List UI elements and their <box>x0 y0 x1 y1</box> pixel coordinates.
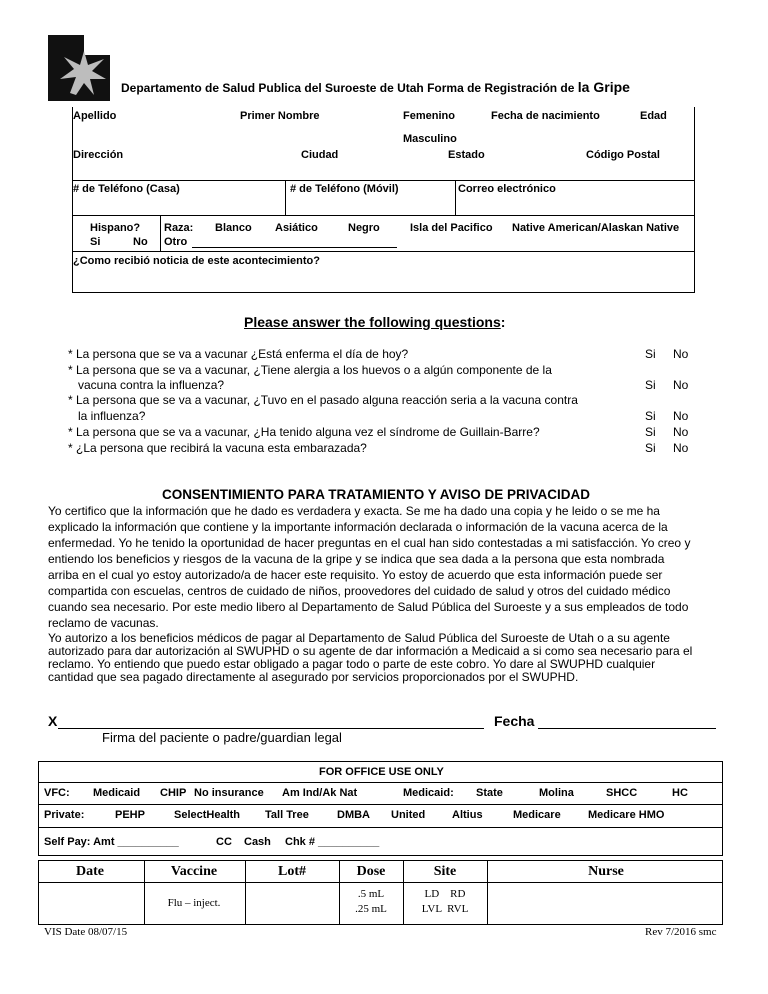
consent-p1-line: Yo certifico que la información que he dado es verdadera y exacta. Se me ha dado una copia y he leido o se me ha <box>48 504 660 518</box>
option-asiatico[interactable]: Asiático <box>275 222 318 234</box>
option-medicare[interactable]: Medicare <box>513 809 561 821</box>
q2-si[interactable]: Si <box>645 378 656 392</box>
fecha-line[interactable] <box>538 728 716 729</box>
label-masculino: Masculino <box>403 133 457 145</box>
consent-paragraph-1 <box>48 503 728 631</box>
consent-p1-line: entiendo los beneficios y riesgos de la vacuna de la gripe y se indica que sea dada a la persona que esta nombrada <box>48 552 665 566</box>
label-raza: Raza: <box>164 222 194 234</box>
option-altius[interactable]: Altius <box>452 809 483 821</box>
signature-x: X <box>48 713 58 729</box>
revision: Rev 7/2016 smc <box>645 926 717 938</box>
label-fecha-nacimiento: Fecha de nacimiento <box>491 110 600 122</box>
option-cc[interactable]: CC <box>216 836 232 848</box>
consent-p2-line: reclamo. Yo entiendo que puedo estar obligado a pagar todo o parte de este cobro. Yo dare al SWUPHD cualquier <box>48 657 656 671</box>
option-cash[interactable]: Cash <box>244 836 271 848</box>
option-selecthealth[interactable]: SelectHealth <box>174 809 241 821</box>
option-hispano-no[interactable]: No <box>133 236 148 248</box>
option-tall-tree[interactable]: Tall Tree <box>265 809 309 821</box>
office-use-title: FOR OFFICE USE ONLY <box>319 766 444 778</box>
q3-si[interactable]: Si <box>645 409 656 423</box>
question-5: * ¿La persona que recibirá la vacuna esta embarazada? <box>68 441 367 455</box>
option-hc[interactable]: HC <box>672 787 688 799</box>
label-hispano: Hispano? <box>90 222 141 234</box>
label-direccion: Dirección <box>73 149 124 161</box>
consent-p2-line: autorizado para dar autorización al SWUPHD o su agente de dar información a Medicaid a si como sea necesario para el <box>48 644 693 658</box>
option-isla-pacifico[interactable]: Isla del Pacifico <box>410 222 493 234</box>
signature-line[interactable] <box>58 728 484 729</box>
label-edad: Edad <box>640 110 667 122</box>
label-apellido: Apellido <box>73 110 117 122</box>
consent-p1-line: explicado la información que contiene y la importante información declarada o información de la vacuna acerca de la <box>48 520 668 534</box>
option-am-ind[interactable]: Am Ind/Ak Nat <box>282 787 358 799</box>
label-estado: Estado <box>448 149 485 161</box>
option-blanco[interactable]: Blanco <box>215 222 252 234</box>
fecha-label: Fecha <box>494 713 535 729</box>
label-como-recibio: ¿Como recibió noticia de este acontecimiento? <box>73 255 320 267</box>
consent-p1-line: compartida con escuelas, centros de cuidado de niños, proovedores del cuidado de salud y otros del cuidado médico <box>48 584 671 598</box>
q2-no[interactable]: No <box>673 378 689 392</box>
label-self-pay: Self Pay: Amt __________ <box>44 836 179 848</box>
q4-no[interactable]: No <box>673 425 689 439</box>
consent-p1-line: cuando sea necesario. Por este medio libero al Departamento de Salud Pública del Suroeste y a sus empleados de todo <box>48 600 689 614</box>
table-header-nurse: Nurse <box>588 864 624 879</box>
q1-si[interactable]: Si <box>645 347 656 361</box>
consent-heading: CONSENTIMIENTO PARA TRATAMIENTO Y AVISO DE PRIVACIDAD <box>162 487 591 502</box>
option-negro[interactable]: Negro <box>348 222 380 234</box>
label-medicaid-colon: Medicaid: <box>403 787 454 799</box>
question-4: * La persona que se va a vacunar, ¿Ha tenido alguna vez el síndrome de Guillain-Barre? <box>68 425 540 439</box>
question-3-cont: la influenza? <box>78 409 146 423</box>
q5-si[interactable]: Si <box>645 441 656 455</box>
option-dmba[interactable]: DMBA <box>337 809 370 821</box>
option-hispano-si[interactable]: Si <box>90 236 101 248</box>
label-tel-movil: # de Teléfono (Móvil) <box>290 183 399 195</box>
label-codigo-postal: Código Postal <box>586 149 660 161</box>
option-medicare-hmo[interactable]: Medicare HMO <box>588 809 665 821</box>
option-medicaid[interactable]: Medicaid <box>93 787 141 799</box>
label-otro: Otro <box>164 236 188 248</box>
question-3: * La persona que se va a vacunar, ¿Tuvo en el pasado alguna reacción seria a la vacuna contra <box>68 393 578 407</box>
title-main: Departamento de Salud Publica del Suroeste de Utah Forma de Registración de <box>121 81 575 95</box>
table-header-vaccine: Vaccine <box>170 864 218 879</box>
option-molina[interactable]: Molina <box>539 787 574 799</box>
consent-p1-line: arriba en el cual yo estoy autorizado/a de hacer este requisito. Yo estoy de acuerdo que esta información puede ser <box>48 568 663 582</box>
consent-p2-line: cantidad que sea pagado directamente al asegurado por servicios proporcionados por el SWUPHD. <box>48 670 579 684</box>
question-2-cont: vacuna contra la influenza? <box>78 378 225 392</box>
label-vfc: VFC: <box>44 787 70 799</box>
q3-no[interactable]: No <box>673 409 689 423</box>
option-no-insurance[interactable]: No insurance <box>194 787 264 799</box>
dose-option-1[interactable]: .5 mL <box>357 888 385 900</box>
option-native-american[interactable]: Native American/Alaskan Native <box>512 222 680 234</box>
form-title <box>121 79 630 95</box>
title-tail: la Gripe <box>577 79 630 95</box>
label-ciudad: Ciudad <box>301 149 339 161</box>
label-chk: Chk # __________ <box>285 836 380 848</box>
consent-p1-line: reclamo de vacunas. <box>48 616 159 630</box>
otro-field[interactable] <box>192 247 397 248</box>
firma-label: Firma del paciente o padre/guardian legal <box>102 730 342 745</box>
consent-p2-line: Yo autorizo a los beneficios médicos de pagar al Departamento de Salud Pública del Suroeste de Utah o a su agente <box>48 631 670 645</box>
option-chip[interactable]: CHIP <box>160 787 187 799</box>
q4-si[interactable]: Si <box>645 425 656 439</box>
question-1: * La persona que se va a vacunar ¿Está enferma el día de hoy? <box>68 347 409 361</box>
table-header-lot: Lot# <box>278 864 306 879</box>
table-header-site: Site <box>433 864 457 879</box>
site-option-upper[interactable]: LD RD <box>424 888 466 900</box>
label-correo: Correo electrónico <box>458 183 556 195</box>
vis-date: VIS Date 08/07/15 <box>44 926 128 938</box>
vaccine-name: Flu – inject. <box>167 897 221 909</box>
label-femenino: Femenino <box>403 110 455 122</box>
option-pehp[interactable]: PEHP <box>115 809 145 821</box>
questions-heading: Please answer the following questions: <box>244 314 506 330</box>
option-state[interactable]: State <box>476 787 503 799</box>
dose-option-2[interactable]: .25 mL <box>355 903 387 915</box>
option-united[interactable]: United <box>391 809 426 821</box>
consent-paragraph-2 <box>48 632 728 684</box>
label-private: Private: <box>44 809 85 821</box>
table-header-date: Date <box>76 864 104 879</box>
option-shcc[interactable]: SHCC <box>606 787 638 799</box>
label-primer-nombre: Primer Nombre <box>240 110 320 122</box>
utah-logo <box>46 33 112 103</box>
site-option-lower[interactable]: LVL RVL <box>421 903 469 915</box>
label-tel-casa: # de Teléfono (Casa) <box>73 183 180 195</box>
consent-p1-line: enfermedad. Yo he tenido la oportunidad de hacer preguntas en el cual han sido contestadas a mi satisfacción. Yo creo y <box>48 536 691 550</box>
q1-no[interactable]: No <box>673 347 689 361</box>
q5-no[interactable]: No <box>673 441 689 455</box>
question-2: * La persona que se va a vacunar, ¿Tiene alergia a los huevos o a algún componente de la <box>68 363 552 377</box>
table-header-dose: Dose <box>356 864 386 879</box>
